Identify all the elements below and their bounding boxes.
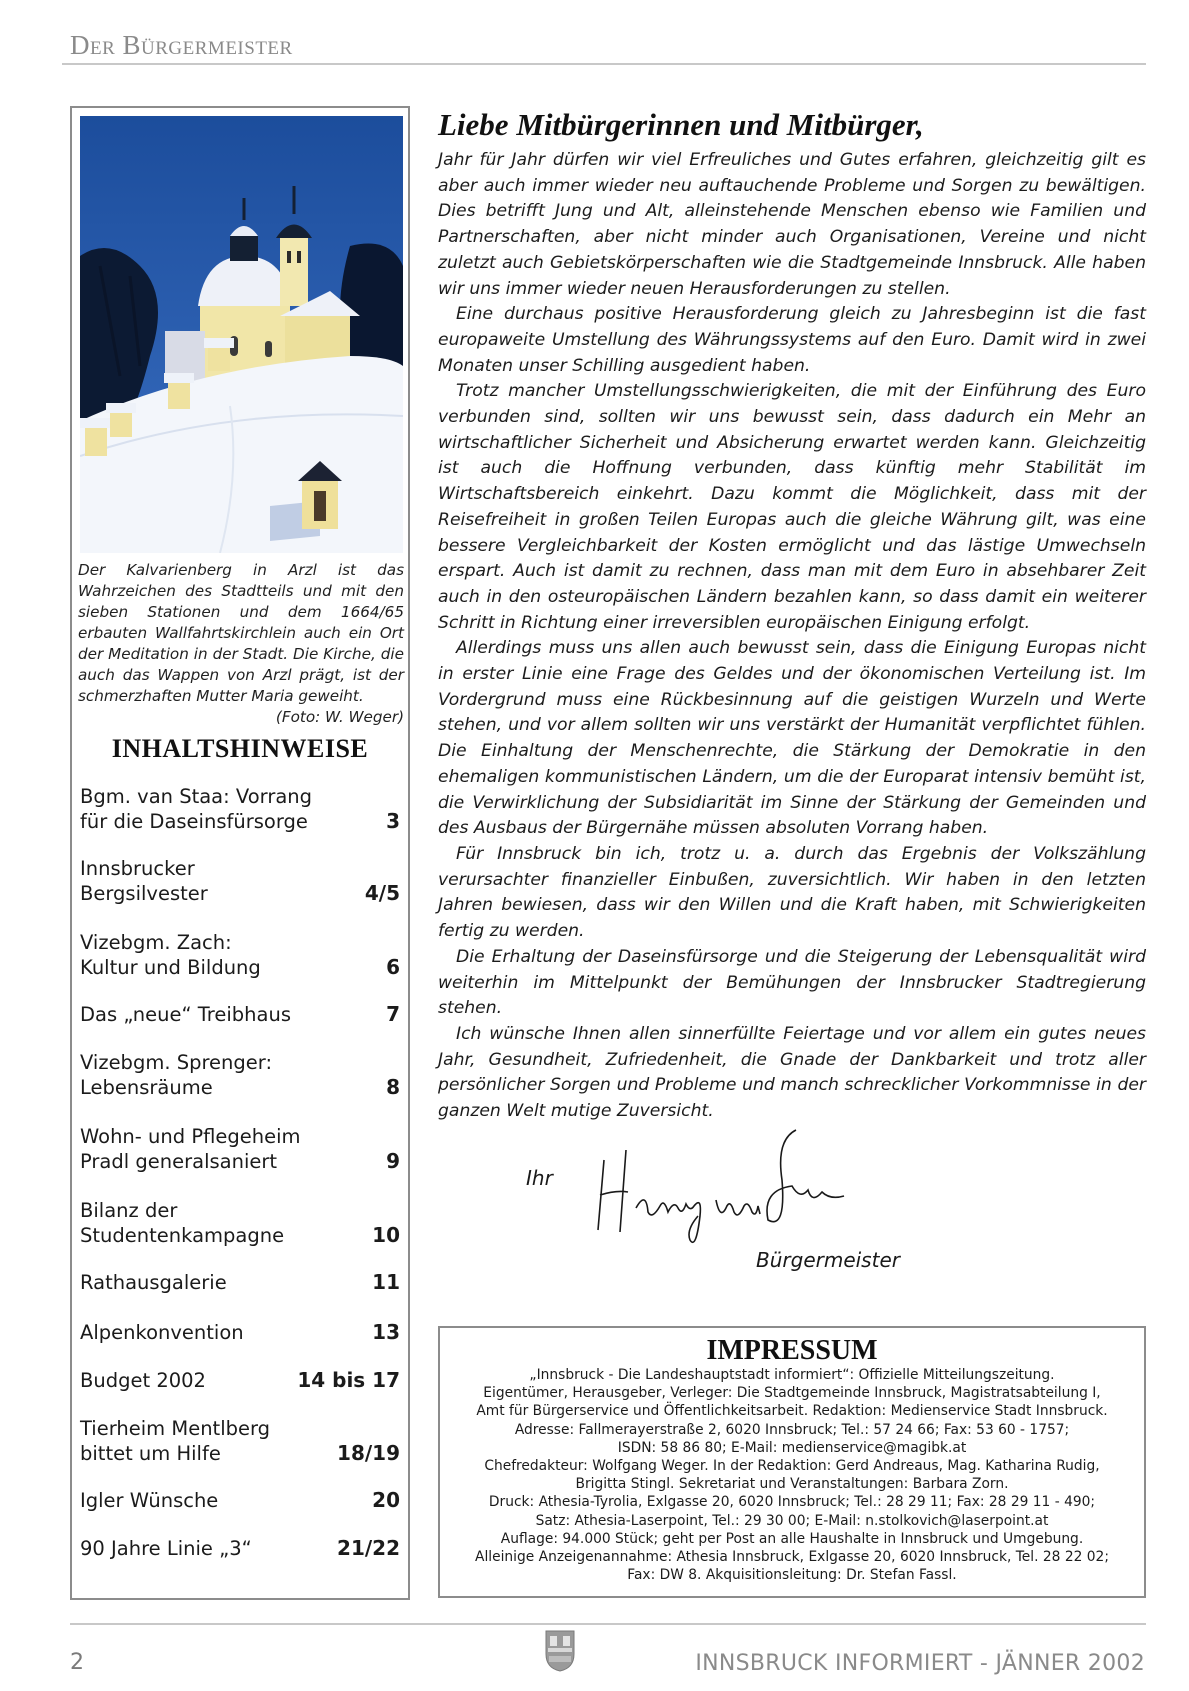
toc-item-label: Bilanz der Studentenkampagne xyxy=(80,1199,285,1247)
church-photo xyxy=(80,116,403,553)
toc-item[interactable] xyxy=(80,784,400,834)
toc-item-label: Alpenkonvention xyxy=(80,1321,244,1344)
toc-item-label: Wohn- und Pflegeheim Pradl generalsaniert xyxy=(80,1125,301,1173)
letter-paragraph: Jahr für Jahr dürfen wir viel Erfreuliches und Gutes erfahren, gleichzeitig gilt es aber auch immer wieder neu auftauchende Probleme und Sorgen zu bewältigen. Dies betrifft Jung und Alt, alleinstehende Menschen ebenso wie Familien und Partnerschaften, aber nicht minder auch Organisationen, Vereine und nicht zuletzt auch Gebietskörperschaften wie die Stadtgemeinde Innsbruck. Alle haben wir uns immer wieder neuen Herausforderungen zu stellen. xyxy=(438,150,1146,299)
impressum-line: Brigitta Stingl. Sekretariat und Veranstaltungen: Barbara Zorn. xyxy=(575,1476,1009,1493)
impressum-email-line[interactable]: ISDN: 58 86 80; E-Mail: medienservice@magibk.at xyxy=(617,1439,967,1456)
toc-item-label: Tierheim Mentlberg bittet um Hilfe xyxy=(80,1417,271,1465)
impressum-box xyxy=(438,1326,1146,1598)
signature-icon xyxy=(586,1120,846,1260)
toc-item-label: Bgm. van Staa: Vorrang für die Daseinsfürsorge xyxy=(80,785,313,833)
letter-salutation: Liebe Mitbürgerinnen und Mitbürger, xyxy=(438,107,924,142)
publication-title: INNSBRUCK INFORMIERT - JÄNNER 2002 xyxy=(695,1651,1145,1676)
toc-item-page: 6 xyxy=(386,955,400,979)
toc-item-page: 18/19 xyxy=(337,1441,400,1465)
toc-item-page: 7 xyxy=(386,1002,400,1026)
running-header: Der Bürgermeister xyxy=(70,30,293,60)
impressum-line: Eigentümer, Herausgeber, Verleger: Die Stadtgemeinde Innsbruck, Magistratsabteilung I, xyxy=(483,1385,1101,1402)
impressum-email-line[interactable]: Satz: Athesia-Laserpoint, Tel.: 29 30 00; E-Mail: n.stolkovich@laserpoint.at xyxy=(535,1512,1049,1529)
sidebar-box xyxy=(70,106,410,1600)
letter-paragraph: Allerdings muss uns allen auch bewusst sein, dass die Einigung Europas nicht in erster Linie eine Frage des Geldes und der ökonomischen Verteilung ist. Im Vordergrund muss eine Rückbesinnung auf die geistigen Wurzeln und Werte stehen, und vor allem sollten wir uns verstärkt der Humanität verpflichtet fühlen. Die Einhaltung der Menschenrechte, die Stärkung der Demokratie in den ehemaligen kommunistischen Ländern, um die der Europarat intensiv bemüht ist, die Verwirklichung der Subsidiarität im Sinne der Stärkung der Gemeinden und des Ausbaus der Bürgernähe müssen absoluten Vorrang haben. xyxy=(438,638,1146,839)
letter-paragraph: Für Innsbruck bin ich, trotz u. a. durch das Ergebnis der Volkszählung verursachter finanzieller Einbußen, zuversichtlich. Wir haben in den letzten Jahren bewiesen, dass wir den Willen und die Kraft haben, mit Schwierigkeiten fertig zu werden. xyxy=(438,843,1146,942)
letter-paragraph: Die Erhaltung der Daseinsfürsorge und die Steigerung der Lebensqualität wird weiterhin im Mittelpunkt der Bemühungen der Innsbrucker Stadtregierung stehen. xyxy=(438,946,1146,1019)
city-crest-icon xyxy=(545,1630,575,1672)
mayor-letter xyxy=(438,106,1146,1125)
impressum-line: Chefredakteur: Wolfgang Weger. In der Redaktion: Gerd Andreaus, Mag. Katharina Rudig, xyxy=(484,1458,1100,1475)
toc-item-page: 3 xyxy=(386,809,400,833)
signature-block xyxy=(438,1120,1146,1290)
impressum-line: Adresse: Fallmerayerstraße 2, 6020 Innsbruck; Tel.: 57 24 66; Fax: 53 60 - 1757; xyxy=(514,1421,1070,1438)
letter-paragraph: Eine durchaus positive Herausforderung gleich zu Jahresbeginn ist die fast europaweite Umstellung des Währungssystems auf den Euro. Damit wird in zwei Monaten unser Schilling ausgedient haben. xyxy=(438,304,1146,376)
toc-item-page: 10 xyxy=(372,1223,400,1247)
page-number: 2 xyxy=(70,1650,84,1675)
toc-item-page: 4/5 xyxy=(364,881,400,905)
toc-item[interactable] xyxy=(80,930,400,980)
photo-credit: (Foto: W. Weger) xyxy=(275,708,404,726)
impressum-title: IMPRESSUM xyxy=(706,1335,878,1366)
footer-divider xyxy=(70,1623,1146,1625)
toc-item[interactable] xyxy=(80,1124,400,1174)
church-photo-icon xyxy=(80,116,403,553)
toc-item[interactable] xyxy=(80,1002,400,1027)
toc-item-page: 11 xyxy=(372,1270,400,1294)
toc-item-page: 21/22 xyxy=(337,1536,400,1560)
header-divider xyxy=(62,63,1146,65)
caption-text: Der Kalvarienberg in Arzl ist das Wahrzeichen des Stadtteils und mit den sieben Stationen und dem 1664/65 erbauten Wallfahrtskirchlein auch ein Ort der Meditation in der Stadt. Die Kirche, die auch das Wappen von Arzl prägt, ist der schmerzhaften Mutter Maria geweiht. xyxy=(78,561,404,705)
impressum-line: Amt für Bürgerservice und Öffentlichkeitsarbeit. Redaktion: Medienservice Stadt Innsbruck. xyxy=(476,1403,1108,1420)
impressum-line: Alleinige Anzeigenannahme: Athesia Innsbruck, Exlgasse 20, 6020 Innsbruck, Tel. 28 22 02; xyxy=(475,1549,1109,1566)
impressum-line: „Innsbruck - Die Landeshauptstadt informiert“: Offizielle Mitteilungszeitung. xyxy=(529,1367,1055,1383)
toc-item[interactable] xyxy=(80,856,400,906)
toc-item[interactable] xyxy=(80,1488,400,1513)
toc-item-label: Vizebgm. Sprenger: Lebensräume xyxy=(80,1051,273,1099)
photo-caption xyxy=(78,560,404,728)
toc-item-page: 8 xyxy=(386,1075,400,1099)
toc-item-label: Igler Wünsche xyxy=(80,1489,219,1512)
toc-item-label: Innsbrucker Bergsilvester xyxy=(80,857,208,905)
toc-item[interactable] xyxy=(80,1416,400,1466)
toc-item-page: 14 bis 17 xyxy=(297,1368,400,1392)
letter-paragraph: Ich wünsche Ihnen allen sinnerfüllte Feiertage und vor allem ein gutes neues Jahr, Gesundheit, Zufriedenheit, die Gnade der Dankbarkeit und trotz aller persönlicher Sorgen und Probleme und manch schrecklicher Vorkommnisse in der ganzen Welt mutige Zuversicht. xyxy=(438,1023,1146,1122)
toc-item-label: Rathausgalerie xyxy=(80,1271,227,1294)
toc-item[interactable] xyxy=(80,1368,400,1393)
impressum-line: Druck: Athesia-Tyrolia, Exlgasse 20, 6020 Innsbruck; Tel.: 28 29 11; Fax: 28 29 11 - 490; xyxy=(488,1494,1096,1511)
toc-item[interactable] xyxy=(80,1270,400,1295)
impressum-line: Auflage: 94.000 Stück; geht per Post an alle Haushalte in Innsbruck und Umgebung. xyxy=(500,1530,1084,1547)
closing-word: Ihr xyxy=(526,1166,553,1190)
toc-item-page: 13 xyxy=(372,1320,400,1344)
toc-item[interactable] xyxy=(80,1198,400,1248)
toc-heading: INHALTSHINWEISE xyxy=(111,734,369,763)
toc-item-label: Vizebgm. Zach: Kultur und Bildung xyxy=(80,931,261,979)
letter-body xyxy=(438,148,1146,1125)
toc-item-label: Das „neue“ Treibhaus xyxy=(80,1003,291,1026)
toc-item-label: Budget 2002 xyxy=(80,1369,206,1392)
letter-paragraph: Trotz mancher Umstellungsschwierigkeiten, die mit der Einführung des Euro verbunden sind, sollten wir uns bewusst sein, dass dadurch ein Mehr an wirtschaftlicher Sicherheit und Absicherung erwartet werden kann. Gleichzeitig ist auch die Hoffnung verbunden, dass künftig mehr Stabilität im Wirtschaftsbereich einkehrt. Dazu kommt die Möglichkeit, dass mit der Reisefreiheit in großen Teilen Europas auch die gleiche Währung gilt, was eine bessere Vergleichbarkeit der Kosten ermöglicht und das lästige Umwechseln erspart. Auch ist damit zu rechnen, dass man mit dem Euro in absehbarer Zeit auch in den osteuropäischen Ländern bezahlen kann, so dass damit ein weiterer Schritt in Richtung einer irreversiblen europäischen Einigung erfolgt. xyxy=(438,381,1146,633)
impressum-line: Fax: DW 8. Akquisitionsleitung: Dr. Stefan Fassl. xyxy=(627,1567,957,1584)
toc-item-page: 9 xyxy=(386,1149,400,1173)
toc-item[interactable] xyxy=(80,1050,400,1100)
toc-item-label: 90 Jahre Linie „3“ xyxy=(80,1537,252,1560)
signature-title: Bürgermeister xyxy=(756,1248,900,1272)
toc-item[interactable] xyxy=(80,1320,400,1345)
toc-item[interactable] xyxy=(80,1536,400,1561)
toc-item-page: 20 xyxy=(372,1488,400,1512)
